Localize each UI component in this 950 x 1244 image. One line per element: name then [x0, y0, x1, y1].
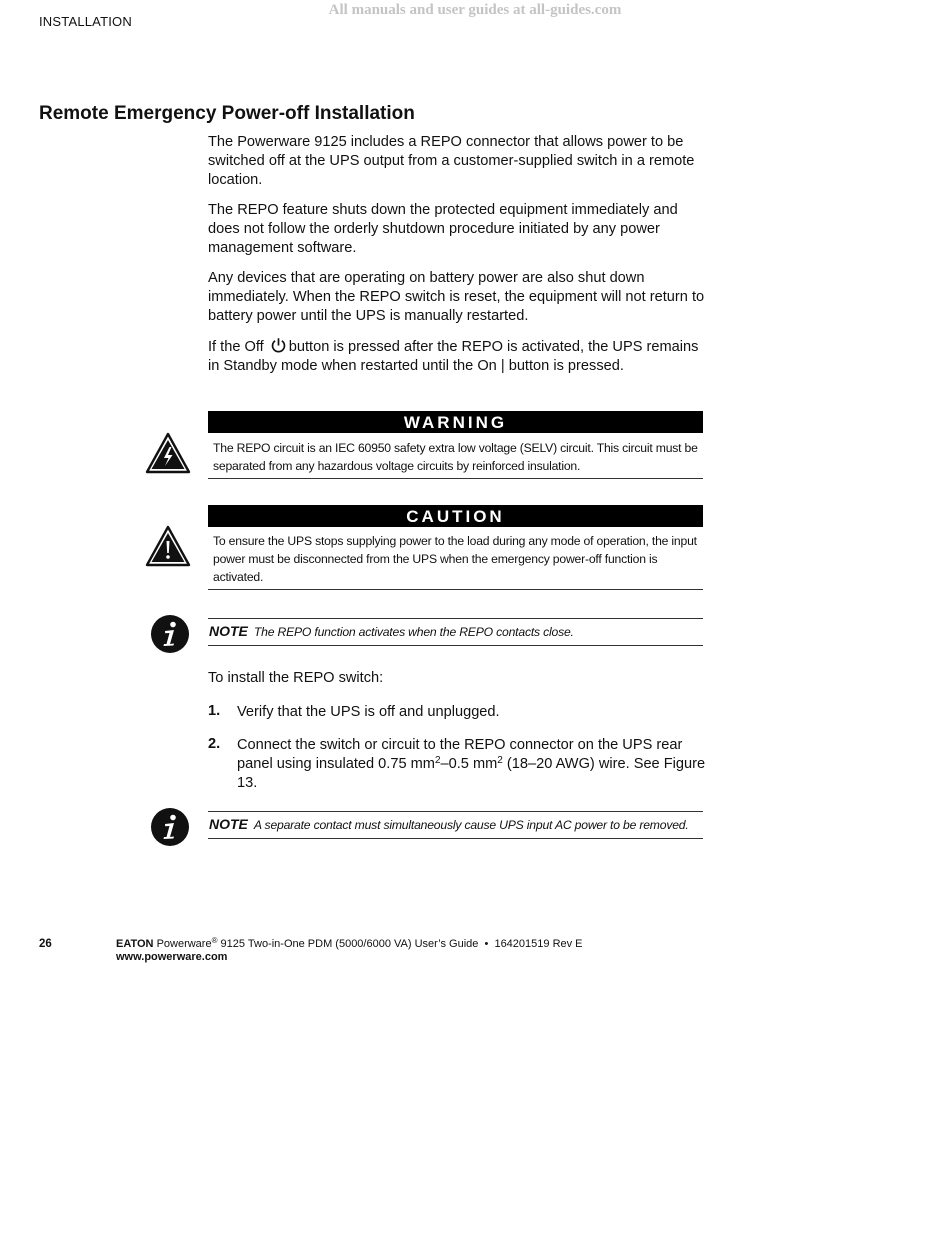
step-2-text-c: (18–20 AWG) wire. See Figure 13. [237, 756, 706, 791]
footer [116, 938, 583, 964]
paragraph-1: The Powerware 9125 includes a REPO connector that allows power to be switched off at the UPS output from a customer-supplied switch in a remote location. [208, 134, 695, 188]
warning-banner: WARNING [208, 411, 703, 433]
paragraph-4 [208, 337, 708, 376]
info-icon [150, 807, 190, 847]
section-title: Remote Emergency Power-off Installation [39, 103, 415, 124]
caution-rule [208, 589, 703, 590]
step-2-superscript-b: 2 [497, 755, 503, 766]
note-1-text: The REPO function activates when the REPO contacts close. [253, 625, 574, 639]
step-2-number: 2. [208, 736, 221, 752]
step-2-text-a: Connect the switch or circuit to the REPO connector on the UPS rear panel using insulated 0.75 mm [237, 737, 683, 772]
note-1-bottom-rule [208, 645, 703, 646]
paragraph-3: Any devices that are operating on battery power are also shut down immediately. When the REPO switch is reset, the equipment will not return to battery power until the UPS is manually restarted. [208, 270, 705, 324]
step-2-text-b: –0.5 mm [440, 756, 498, 772]
note-2-text: A separate contact must simultaneously cause UPS input AC power to be removed. [253, 818, 689, 832]
intro-text [208, 133, 708, 387]
note-2-bottom-rule [208, 838, 703, 839]
footer-product: Powerware [156, 938, 212, 950]
footer-brand: EATON [116, 938, 154, 950]
footer-guide: 9125 Two-in-One PDM (5000/6000 VA) User’s Guide • 164201519 Rev E [217, 938, 583, 950]
page-number: 26 [39, 938, 52, 950]
electrical-hazard-icon [145, 432, 191, 474]
note-1 [209, 623, 704, 639]
step-2-superscript-a: 2 [434, 755, 441, 766]
power-icon [270, 337, 287, 354]
watermark: All manuals and user guides at all-guides.com [328, 2, 622, 18]
note-2-top-rule [208, 811, 703, 812]
running-header: INSTALLATION [39, 14, 132, 29]
paragraph-4-start: If the Off [208, 339, 264, 355]
footer-registered: ® [211, 936, 218, 945]
step-1-text: Verify that the UPS is off and unplugged. [237, 704, 500, 720]
footer-line-1 [116, 938, 583, 951]
step-1-number: 1. [208, 703, 221, 719]
paragraph-4-end: button is pressed after the REPO is activated, the UPS remains in Standby mode when restarted until the On | button is pressed. [208, 339, 699, 374]
note-1-top-rule [208, 618, 703, 619]
caution-text: To ensure the UPS stops supplying power to the load during any mode of operation, the input power must be disconnected from the UPS when the emergency power-off function is activated. [213, 534, 697, 584]
note-2-label: NOTE [209, 816, 248, 832]
warning-text: The REPO circuit is an IEC 60950 safety extra low voltage (SELV) circuit. This circuit must be separated from any hazardous voltage circuits by reinforced insulation. [213, 441, 698, 473]
note-2 [209, 816, 704, 832]
footer-url[interactable]: www.powerware.com [116, 951, 228, 963]
info-icon [150, 614, 190, 654]
step-2-text [237, 736, 707, 793]
exclamation-icon [145, 525, 191, 567]
caution-banner: CAUTION [208, 505, 703, 527]
paragraph-2: The REPO feature shuts down the protected equipment immediately and does not follow the orderly shutdown procedure initiated by any power management software. [208, 202, 678, 256]
warning-rule [208, 478, 703, 479]
install-intro: To install the REPO switch: [208, 670, 384, 686]
note-1-label: NOTE [209, 623, 248, 639]
